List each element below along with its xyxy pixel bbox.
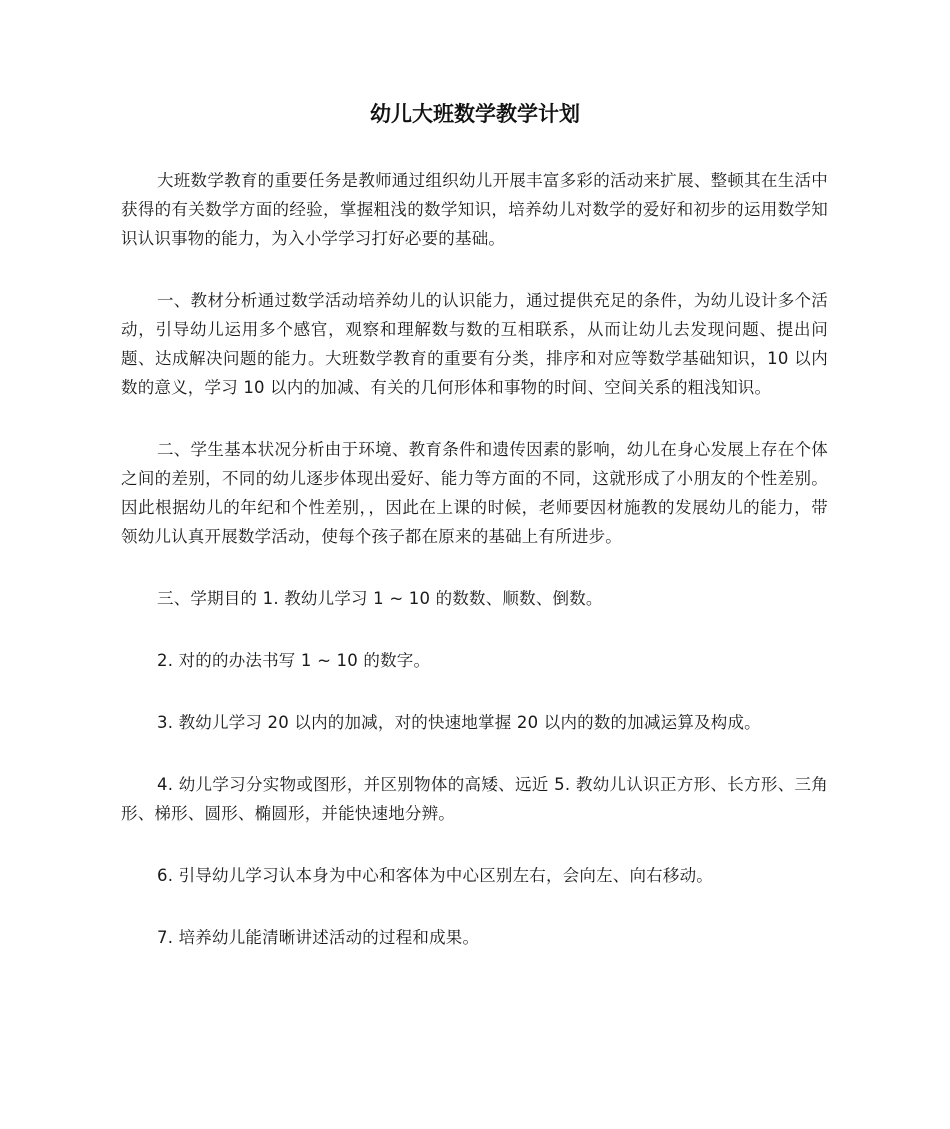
document-title: 幼儿大班数学教学计划: [370, 102, 580, 126]
paragraph-intro: 大班数学教育的重要任务是教师通过组织幼儿开展丰富多彩的活动来扩展、整顿其在生活中获得的有关数学方面的经验，掌握粗浅的数学知识，培养幼儿对数学的爱好和初步的运用数学知识认识事物的能力，为入小学学习打好必要的基础。: [121, 171, 828, 248]
paragraph-goal-4-5: 4. 幼儿学习分实物或图形，并区别物体的高矮、远近 5. 教幼儿认识正方形、长方形、三角形、梯形、圆形、椭圆形，并能快速地分辨。: [121, 775, 828, 823]
paragraph-goal-3: 3. 教幼儿学习 20 以内的加减，对的快速地掌握 20 以内的数的加减运算及构成。: [157, 713, 761, 732]
paragraph-material-analysis: 一、教材分析通过数学活动培养幼儿的认识能力，通过提供充足的条件，为幼儿设计多个活动，引导幼儿运用多个感官，观察和理解数与数的互相联系，从而让幼儿去发现问题、提出问题、达成解决问题的能力。大班数学教育的重要有分类，排序和对应等数学基础知识，10 以内数的意义，学习 10 以内的加减、有关的几何形体和事物的时间、空间关系的粗浅知识。: [121, 291, 828, 397]
paragraph-goal-2: 2. 对的的办法书写 1 ~ 10 的数字。: [157, 651, 431, 670]
paragraph-student-analysis: 二、学生基本状况分析由于环境、教育条件和遗传因素的影响，幼儿在身心发展上存在个体之间的差别，不同的幼儿逐步体现出爱好、能力等方面的不同，这就形成了小朋友的个性差别。因此根据幼儿的年纪和个性差别，，因此在上课的时候，老师要因材施教的发展幼儿的能力，带领幼儿认真开展数学活动，使每个孩子都在原来的基础上有所进步。: [121, 440, 828, 546]
paragraph-goal-6: 6. 引导幼儿学习认本身为中心和客体为中心区别左右，会向左、向右移动。: [157, 866, 713, 885]
document-body: [121, 166, 828, 985]
paragraph-goal-1: 三、学期目的 1. 教幼儿学习 1 ~ 10 的数数、顺数、倒数。: [157, 589, 603, 608]
paragraph-goal-7: 7. 培养幼儿能清晰讲述活动的过程和成果。: [157, 928, 480, 947]
